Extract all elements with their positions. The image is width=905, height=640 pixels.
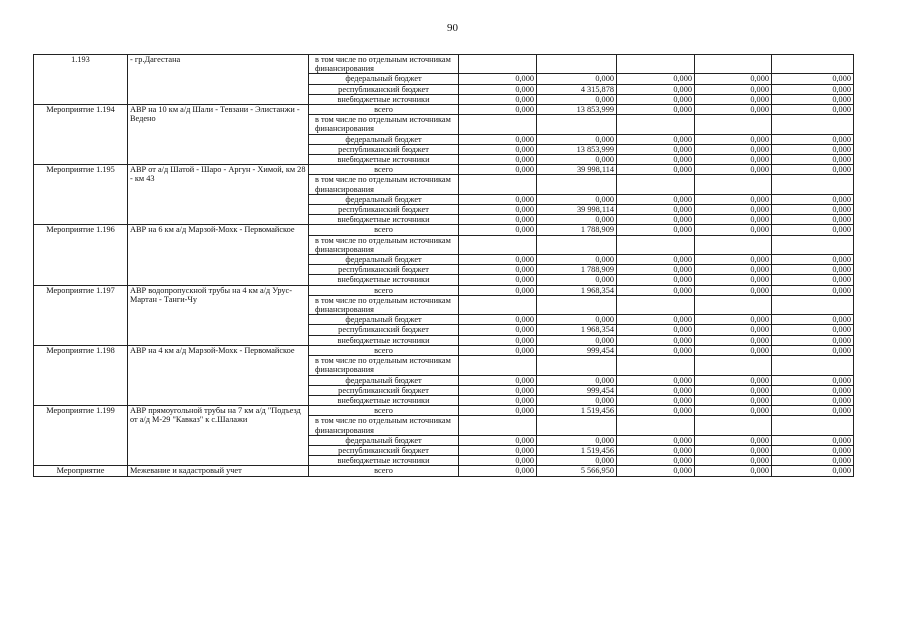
amount-cell: 999,454 [537,345,617,355]
amount-cell: 13 853,999 [537,144,617,154]
amount-cell: 0,000 [617,315,695,325]
empty-cell [617,115,695,134]
funding-source-cell: всего [309,225,459,235]
amount-cell: 0,000 [617,395,695,405]
amount-cell: 0,000 [617,435,695,445]
amount-cell: 999,454 [537,385,617,395]
amount-cell: 0,000 [617,255,695,265]
table-row [34,105,854,115]
amount-cell: 0,000 [695,315,772,325]
amount-cell: 1 968,354 [537,325,617,335]
empty-cell [459,55,537,74]
amount-cell: 0,000 [695,325,772,335]
amount-cell: 0,000 [695,445,772,455]
amount-cell: 5 566,950 [537,466,617,476]
measure-code-cell: Мероприятие 1.196 [34,225,128,285]
amount-cell: 1 788,909 [537,225,617,235]
empty-cell [695,175,772,194]
funding-source-cell: в том числе по отдельным источникам финансирования [309,235,459,254]
amount-cell: 0,000 [537,94,617,104]
funding-source-cell: внебюджетные источники [309,215,459,225]
funding-source-cell: внебюджетные источники [309,335,459,345]
funding-source-cell: федеральный бюджет [309,134,459,144]
amount-cell: 0,000 [537,194,617,204]
empty-cell [537,55,617,74]
amount-cell: 0,000 [617,406,695,416]
amount-cell: 0,000 [695,435,772,445]
funding-source-cell: республиканский бюджет [309,144,459,154]
empty-cell [459,115,537,134]
amount-cell: 0,000 [617,94,695,104]
amount-cell: 39 998,114 [537,165,617,175]
empty-cell [695,356,772,375]
amount-cell: 0,000 [537,134,617,144]
empty-cell [459,416,537,435]
budget-table [33,54,854,477]
amount-cell: 0,000 [695,255,772,265]
amount-cell: 0,000 [617,84,695,94]
table-row [34,225,854,235]
empty-cell [537,175,617,194]
funding-source-cell: всего [309,345,459,355]
amount-cell: 0,000 [537,395,617,405]
amount-cell: 0,000 [459,466,537,476]
amount-cell: 4 315,878 [537,84,617,94]
amount-cell: 0,000 [695,144,772,154]
amount-cell: 0,000 [459,456,537,466]
amount-cell: 0,000 [772,144,854,154]
amount-cell: 0,000 [459,215,537,225]
table-row [34,466,854,476]
amount-cell: 0,000 [459,134,537,144]
funding-source-cell: в том числе по отдельным источникам финансирования [309,295,459,314]
amount-cell: 0,000 [459,205,537,215]
amount-cell: 0,000 [617,134,695,144]
amount-cell: 0,000 [772,275,854,285]
empty-cell [695,235,772,254]
funding-source-cell: в том числе по отдельным источникам финансирования [309,416,459,435]
amount-cell: 0,000 [617,144,695,154]
amount-cell: 1 519,456 [537,406,617,416]
amount-cell: 0,000 [537,315,617,325]
amount-cell: 0,000 [537,215,617,225]
amount-cell: 1 519,456 [537,445,617,455]
amount-cell: 0,000 [695,466,772,476]
amount-cell: 0,000 [537,155,617,165]
empty-cell [617,235,695,254]
empty-cell [459,356,537,375]
amount-cell: 0,000 [459,144,537,154]
empty-cell [459,295,537,314]
funding-source-cell: республиканский бюджет [309,205,459,215]
empty-cell [772,295,854,314]
amount-cell: 0,000 [537,275,617,285]
amount-cell: 0,000 [695,215,772,225]
empty-cell [537,356,617,375]
amount-cell: 0,000 [695,225,772,235]
funding-source-cell: в том числе по отдельным источникам финансирования [309,175,459,194]
empty-cell [772,115,854,134]
measure-code-cell: Мероприятие 1.198 [34,345,128,405]
amount-cell: 0,000 [459,74,537,84]
funding-source-cell: всего [309,285,459,295]
amount-cell: 0,000 [772,205,854,215]
funding-source-cell: республиканский бюджет [309,265,459,275]
amount-cell: 0,000 [459,194,537,204]
table-row [34,345,854,355]
amount-cell: 0,000 [617,155,695,165]
funding-source-cell: всего [309,105,459,115]
funding-source-cell: федеральный бюджет [309,194,459,204]
amount-cell: 0,000 [459,315,537,325]
empty-cell [537,235,617,254]
amount-cell: 0,000 [695,165,772,175]
amount-cell: 0,000 [695,385,772,395]
empty-cell [772,175,854,194]
amount-cell: 0,000 [695,395,772,405]
amount-cell: 0,000 [617,165,695,175]
amount-cell: 0,000 [695,456,772,466]
measure-code-cell: 1.193 [34,55,128,105]
amount-cell: 0,000 [459,345,537,355]
amount-cell: 0,000 [459,385,537,395]
funding-source-cell: внебюджетные источники [309,395,459,405]
amount-cell: 0,000 [772,456,854,466]
amount-cell: 0,000 [695,94,772,104]
table-body [34,55,854,477]
amount-cell: 0,000 [459,285,537,295]
amount-cell: 0,000 [772,265,854,275]
amount-cell: 0,000 [695,406,772,416]
amount-cell: 0,000 [772,335,854,345]
amount-cell: 0,000 [459,275,537,285]
measure-name-cell: АВР водопропускной трубы на 4 км а/д Урус-Мартан - Танги-Чу [128,285,309,345]
amount-cell: 0,000 [695,205,772,215]
amount-cell: 0,000 [459,435,537,445]
amount-cell: 0,000 [695,134,772,144]
table-row [34,406,854,416]
table-row [34,165,854,175]
amount-cell: 0,000 [772,155,854,165]
measure-name-cell: - гр.Дагестана [128,55,309,105]
amount-cell: 0,000 [459,375,537,385]
funding-source-cell: федеральный бюджет [309,375,459,385]
amount-cell: 0,000 [772,395,854,405]
amount-cell: 0,000 [617,335,695,345]
funding-source-cell: федеральный бюджет [309,315,459,325]
amount-cell: 0,000 [772,74,854,84]
funding-source-cell: всего [309,165,459,175]
amount-cell: 0,000 [617,74,695,84]
amount-cell: 0,000 [772,445,854,455]
amount-cell: 0,000 [459,225,537,235]
funding-source-cell: внебюджетные источники [309,155,459,165]
amount-cell: 0,000 [617,105,695,115]
amount-cell: 0,000 [772,94,854,104]
amount-cell: 0,000 [695,84,772,94]
amount-cell: 0,000 [537,435,617,445]
amount-cell: 0,000 [772,194,854,204]
empty-cell [695,55,772,74]
amount-cell: 0,000 [695,265,772,275]
measure-code-cell: Мероприятие 1.199 [34,406,128,466]
empty-cell [695,416,772,435]
amount-cell: 0,000 [617,205,695,215]
amount-cell: 0,000 [459,165,537,175]
amount-cell: 1 788,909 [537,265,617,275]
amount-cell: 0,000 [537,375,617,385]
amount-cell: 0,000 [772,165,854,175]
empty-cell [772,416,854,435]
amount-cell: 0,000 [617,325,695,335]
funding-source-cell: республиканский бюджет [309,84,459,94]
amount-cell: 0,000 [617,275,695,285]
empty-cell [537,295,617,314]
amount-cell: 0,000 [617,445,695,455]
amount-cell: 0,000 [772,385,854,395]
amount-cell: 0,000 [537,335,617,345]
funding-source-cell: внебюджетные источники [309,456,459,466]
funding-source-cell: в том числе по отдельным источникам финансирования [309,55,459,74]
measure-code-cell: Мероприятие [34,466,128,476]
amount-cell: 0,000 [459,335,537,345]
funding-source-cell: федеральный бюджет [309,255,459,265]
funding-source-cell: внебюджетные источники [309,275,459,285]
empty-cell [695,115,772,134]
amount-cell: 0,000 [617,285,695,295]
amount-cell: 0,000 [772,285,854,295]
amount-cell: 0,000 [695,194,772,204]
funding-source-cell: федеральный бюджет [309,74,459,84]
amount-cell: 0,000 [695,155,772,165]
empty-cell [772,55,854,74]
amount-cell: 0,000 [695,375,772,385]
measure-name-cell: АВР на 4 км а/д Марзой-Мохк - Первомайское [128,345,309,405]
amount-cell: 0,000 [537,255,617,265]
amount-cell: 0,000 [772,215,854,225]
funding-source-cell: республиканский бюджет [309,325,459,335]
funding-source-cell: республиканский бюджет [309,385,459,395]
empty-cell [617,175,695,194]
empty-cell [459,175,537,194]
amount-cell: 0,000 [772,255,854,265]
page-number: 90 [447,22,458,34]
amount-cell: 0,000 [459,255,537,265]
amount-cell: 0,000 [695,74,772,84]
amount-cell: 0,000 [459,395,537,405]
empty-cell [617,55,695,74]
measure-code-cell: Мероприятие 1.194 [34,105,128,165]
amount-cell: 0,000 [459,105,537,115]
amount-cell: 0,000 [695,335,772,345]
amount-cell: 13 853,999 [537,105,617,115]
measure-name-cell: АВР прямоугольной трубы на 7 км а/д "Подъезд от а/д М-29 "Кавказ" к с.Шалажи [128,406,309,466]
amount-cell: 0,000 [537,456,617,466]
measure-name-cell: АВР на 6 км а/д Марзой-Мохк - Первомайское [128,225,309,285]
empty-cell [617,416,695,435]
amount-cell: 0,000 [617,466,695,476]
funding-source-cell: всего [309,406,459,416]
amount-cell: 0,000 [617,225,695,235]
empty-cell [537,416,617,435]
amount-cell: 0,000 [617,375,695,385]
amount-cell: 0,000 [772,134,854,144]
amount-cell: 0,000 [772,435,854,445]
amount-cell: 0,000 [695,285,772,295]
amount-cell: 0,000 [537,74,617,84]
measure-code-cell: Мероприятие 1.195 [34,165,128,225]
empty-cell [617,356,695,375]
empty-cell [772,356,854,375]
amount-cell: 0,000 [695,345,772,355]
funding-source-cell: республиканский бюджет [309,445,459,455]
amount-cell: 39 998,114 [537,205,617,215]
amount-cell: 0,000 [459,406,537,416]
amount-cell: 0,000 [459,94,537,104]
amount-cell: 0,000 [617,456,695,466]
amount-cell: 0,000 [617,345,695,355]
empty-cell [617,295,695,314]
amount-cell: 0,000 [772,105,854,115]
funding-source-cell: федеральный бюджет [309,435,459,445]
amount-cell: 1 968,354 [537,285,617,295]
measure-name-cell: АВР от а/д Шатой - Шаро - Аргун - Химой, км 28 - км 43 [128,165,309,225]
funding-source-cell: в том числе по отдельным источникам финансирования [309,115,459,134]
amount-cell: 0,000 [459,84,537,94]
amount-cell: 0,000 [617,265,695,275]
amount-cell: 0,000 [459,265,537,275]
table-row [34,285,854,295]
measure-name-cell: Межевание и кадастровый учет [128,466,309,476]
amount-cell: 0,000 [695,275,772,285]
amount-cell: 0,000 [772,315,854,325]
empty-cell [772,235,854,254]
amount-cell: 0,000 [459,325,537,335]
empty-cell [695,295,772,314]
amount-cell: 0,000 [617,194,695,204]
amount-cell: 0,000 [772,406,854,416]
measure-code-cell: Мероприятие 1.197 [34,285,128,345]
funding-source-cell: внебюджетные источники [309,94,459,104]
funding-source-cell: всего [309,466,459,476]
amount-cell: 0,000 [772,225,854,235]
amount-cell: 0,000 [459,445,537,455]
funding-source-cell: в том числе по отдельным источникам финансирования [309,356,459,375]
amount-cell: 0,000 [617,385,695,395]
amount-cell: 0,000 [772,466,854,476]
amount-cell: 0,000 [772,84,854,94]
amount-cell: 0,000 [459,155,537,165]
empty-cell [537,115,617,134]
amount-cell: 0,000 [772,345,854,355]
amount-cell: 0,000 [617,215,695,225]
amount-cell: 0,000 [772,325,854,335]
measure-name-cell: АВР на 10 км а/д Шали - Тевзани - Элистанжи - Ведено [128,105,309,165]
amount-cell: 0,000 [695,105,772,115]
amount-cell: 0,000 [772,375,854,385]
empty-cell [459,235,537,254]
table-row [34,55,854,74]
